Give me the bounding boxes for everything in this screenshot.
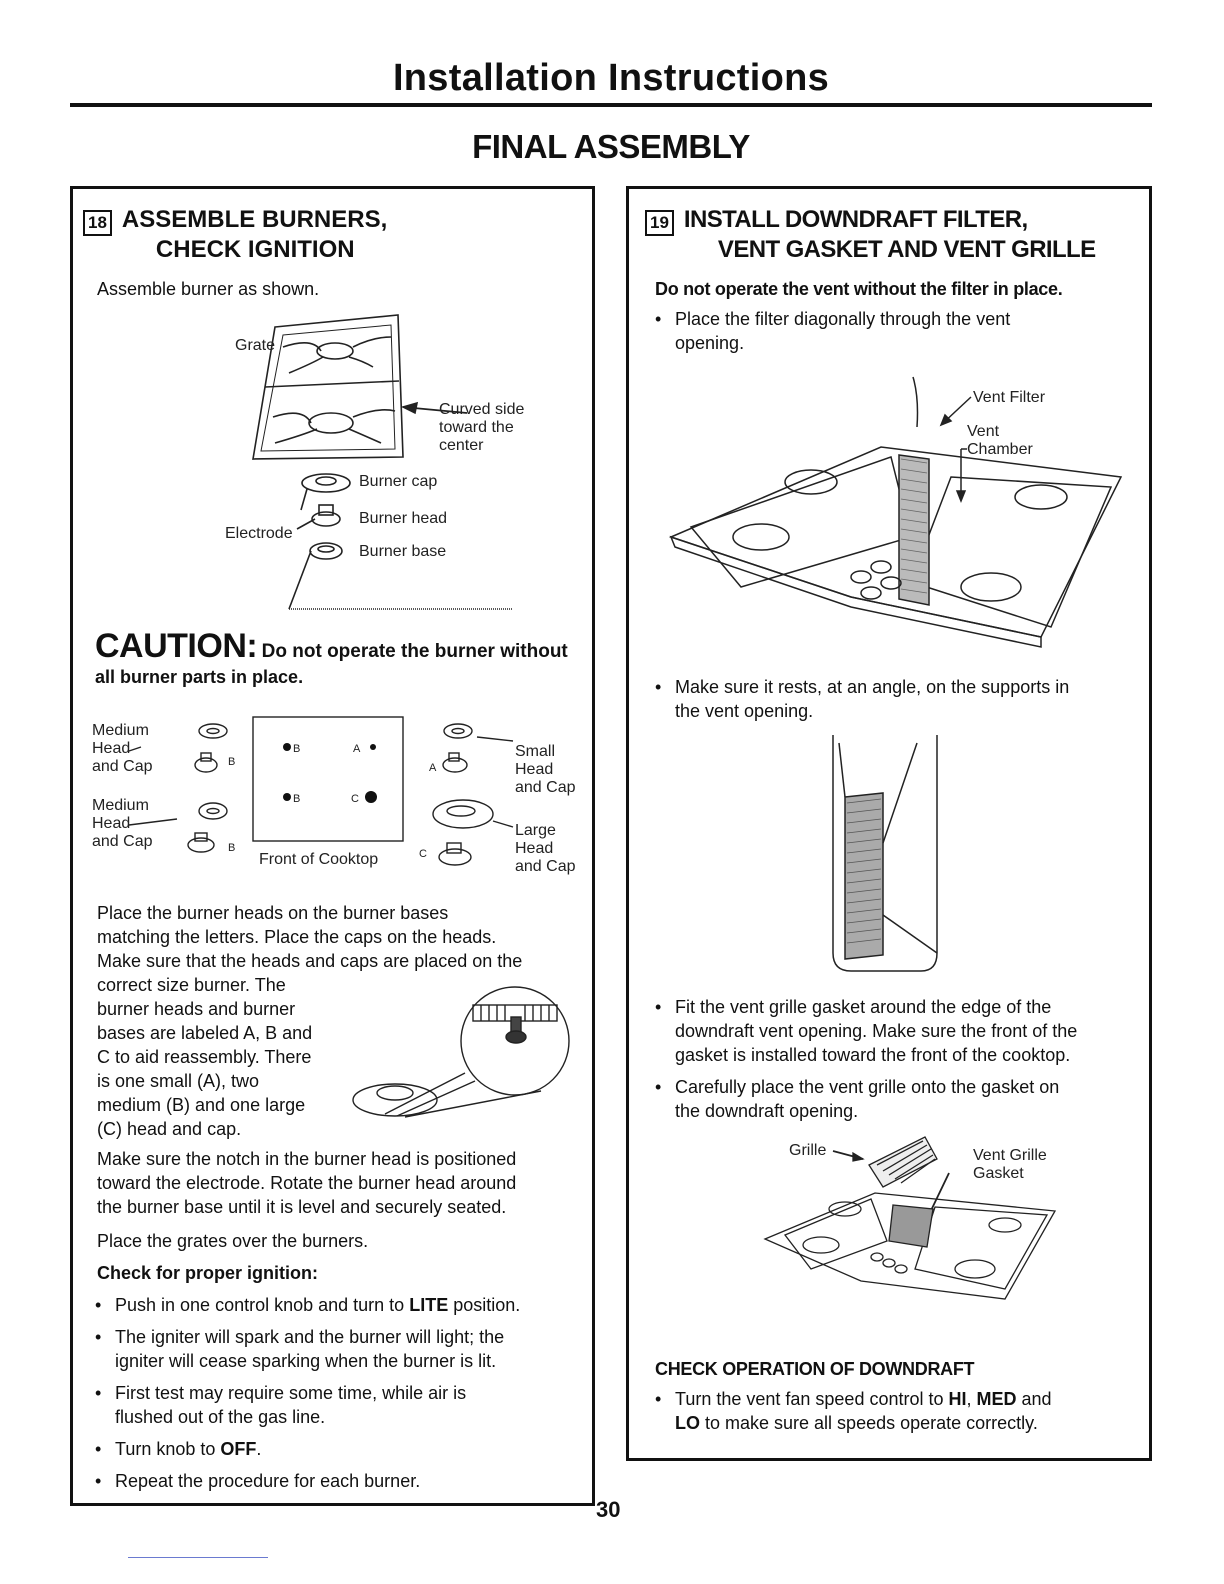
ignition-step-2-line2: igniter will cease sparking when the burner is lit. bbox=[115, 1351, 497, 1371]
label-electrode: Electrode bbox=[225, 525, 293, 542]
label-large-cap: and Cap bbox=[515, 858, 576, 875]
downdraft-separator: , bbox=[966, 1389, 977, 1409]
section-title: FINAL ASSEMBLY bbox=[472, 128, 750, 165]
ignition-step-5-text: Repeat the procedure for each burner. bbox=[115, 1471, 421, 1491]
step-18-header bbox=[83, 205, 387, 265]
caution-text-2: all burner parts in place. bbox=[95, 667, 304, 687]
cooktop-vent-filter-diagram bbox=[661, 367, 1131, 647]
burner-dot-c bbox=[365, 791, 377, 803]
filter-step-1 bbox=[647, 307, 1147, 355]
layout-letter-c: C bbox=[351, 793, 359, 805]
label-vent-filter: Vent Filter bbox=[973, 389, 1046, 406]
para2-line: C to aid reassembly. There bbox=[97, 1047, 312, 1067]
label-vent-grille: Vent Grille bbox=[973, 1147, 1047, 1164]
filter-step-list-1 bbox=[647, 307, 1147, 363]
layout-letter-b2: B bbox=[293, 793, 301, 805]
burner-head-shape bbox=[312, 512, 340, 526]
notch-electrode-diagram bbox=[355, 985, 580, 1145]
right-grate bbox=[911, 477, 1111, 627]
burner-dot-b2 bbox=[283, 793, 291, 801]
check-downdraft-heading: CHECK OPERATION OF DOWNDRAFT bbox=[655, 1359, 975, 1379]
label-medium-2: Medium bbox=[92, 797, 149, 814]
page-header bbox=[70, 52, 1152, 104]
check-ignition-heading: Check for proper ignition: bbox=[97, 1263, 319, 1283]
footer-link-underline bbox=[128, 1557, 268, 1558]
ignition-step-1-end: position. bbox=[448, 1295, 521, 1315]
para3-line: toward the electrode. Rotate the burner head around bbox=[97, 1173, 517, 1193]
instructions-paragraph-1 bbox=[97, 901, 587, 997]
step-19-header bbox=[645, 205, 1096, 265]
caution-text-1: Do not operate the burner without bbox=[261, 641, 568, 662]
label-medium-2-cap: and Cap bbox=[92, 833, 153, 850]
label-letter-b-left1: B bbox=[228, 756, 236, 768]
label-grate: Grate bbox=[235, 337, 276, 354]
label-medium-1-cap: and Cap bbox=[92, 758, 153, 775]
label-letter-a-right: A bbox=[429, 762, 437, 774]
label-medium-1: Medium bbox=[92, 722, 149, 739]
ignition-step-4-end: . bbox=[256, 1439, 262, 1459]
filter-step-1-line1: • Place the filter diagonally through the vent bbox=[675, 309, 1011, 329]
label-burner-head: Burner head bbox=[359, 510, 448, 527]
step-18-title-line2: CHECK IGNITION bbox=[155, 236, 355, 263]
para2-line: medium (B) and one large bbox=[97, 1095, 306, 1115]
ignition-steps-list bbox=[87, 1293, 587, 1501]
para1-line: correct size burner. The bbox=[97, 975, 286, 995]
ignition-step-5 bbox=[87, 1469, 587, 1493]
vent-warning: Do not operate the vent without the filter in place. bbox=[655, 279, 1063, 299]
grille-step-1-line3: gasket is installed toward the front of the cooktop. bbox=[675, 1045, 1071, 1065]
grille-step-2-line2: the downdraft opening. bbox=[675, 1101, 859, 1121]
ignition-step-2 bbox=[87, 1325, 587, 1373]
filter-step-2 bbox=[647, 675, 1147, 723]
grille-step-2 bbox=[647, 1075, 1147, 1123]
filter-step-2-line1: • Make sure it rests, at an angle, on the supports in bbox=[675, 677, 1070, 697]
grille-shape bbox=[869, 1137, 937, 1187]
grille-step-1 bbox=[647, 995, 1147, 1067]
ignition-step-2-line1: • The igniter will spark and the burner will light; the bbox=[115, 1327, 505, 1347]
ignition-step-3-line2: flushed out of the gas line. bbox=[115, 1407, 326, 1427]
step-18-title bbox=[122, 205, 387, 265]
label-vent: Vent bbox=[967, 423, 1000, 440]
caution-notice bbox=[95, 629, 585, 670]
step-19-panel bbox=[626, 186, 1152, 1461]
header-divider bbox=[70, 103, 1152, 107]
para2-line: burner heads and burner bbox=[97, 999, 296, 1019]
para3-line: Make sure the notch in the burner head is positioned bbox=[97, 1149, 517, 1169]
assemble-intro: Assemble burner as shown. bbox=[97, 279, 320, 299]
cooktop-layout-box bbox=[253, 717, 403, 841]
grille-step-1-line1: • Fit the vent grille gasket around the edge of the bbox=[675, 997, 1052, 1017]
step-18-title-line1: ASSEMBLE BURNERS, bbox=[121, 206, 388, 233]
ignition-step-3-line1: • First test may require some time, while air is bbox=[115, 1383, 467, 1403]
grille-step-2-line1: • Carefully place the vent grille onto the gasket on bbox=[675, 1077, 1060, 1097]
page-number: 30 bbox=[596, 1497, 621, 1522]
layout-letter-b1: B bbox=[293, 743, 301, 755]
step-19-title bbox=[684, 205, 1096, 265]
ignition-step-4 bbox=[87, 1437, 587, 1461]
lo-keyword: LO bbox=[675, 1413, 700, 1433]
label-small-head: Head bbox=[515, 761, 554, 778]
ignition-step-3 bbox=[87, 1381, 587, 1429]
label-front-of-cooktop: Front of Cooktop bbox=[259, 851, 379, 868]
para2-line: bases are labeled A, B and bbox=[97, 1023, 313, 1043]
para1-line: Place the burner heads on the burner bases bbox=[97, 903, 449, 923]
label-medium-1-head: Head bbox=[92, 740, 131, 757]
label-curved-side-2: toward the bbox=[439, 419, 514, 436]
para3-line: the burner base until it is level and securely seated. bbox=[97, 1197, 507, 1217]
label-medium-2-head: Head bbox=[92, 815, 131, 832]
para2-line: is one small (A), two bbox=[97, 1071, 260, 1091]
label-large: Large bbox=[515, 822, 556, 839]
instructions-paragraph-3 bbox=[97, 1147, 587, 1219]
downdraft-check-text: Turn the vent fan speed control to bbox=[675, 1389, 949, 1409]
instructions-paragraph-4: Place the grates over the burners. bbox=[97, 1231, 369, 1251]
label-gasket: Gasket bbox=[973, 1165, 1024, 1182]
ignition-step-4-text: Turn knob to bbox=[115, 1439, 221, 1459]
para1-line: Make sure that the heads and caps are placed on the bbox=[97, 951, 523, 971]
left-grate bbox=[691, 457, 911, 587]
step-19-number: 19 bbox=[645, 210, 674, 236]
label-grille: Grille bbox=[789, 1142, 827, 1159]
downdraft-check-end: to make sure all speeds operate correctly. bbox=[700, 1413, 1038, 1433]
downdraft-check-list bbox=[647, 1387, 1147, 1443]
label-curved-side-3: center bbox=[439, 437, 484, 454]
vent-chamber-section-diagram bbox=[825, 733, 945, 973]
downdraft-check-line1 bbox=[675, 1387, 1147, 1411]
label-small-cap: and Cap bbox=[515, 779, 576, 796]
downdraft-and: and bbox=[1016, 1389, 1052, 1409]
label-curved-side-1: Curved side bbox=[439, 401, 525, 418]
ignition-step-1-text: Push in one control knob and turn to bbox=[115, 1295, 410, 1315]
label-letter-b-left2: B bbox=[228, 842, 236, 854]
hi-keyword: HI bbox=[948, 1389, 967, 1409]
page-title: Installation Instructions bbox=[392, 57, 830, 99]
downdraft-check-step bbox=[647, 1387, 1147, 1435]
step-19-title-line1: INSTALL DOWNDRAFT FILTER, bbox=[683, 206, 1028, 233]
label-burner-base: Burner base bbox=[359, 543, 447, 560]
para1-line: matching the letters. Place the caps on the heads. bbox=[97, 927, 497, 947]
burner-dot-b1 bbox=[283, 743, 291, 751]
label-burner-cap: Burner cap bbox=[359, 473, 438, 490]
filter-step-1-line2: opening. bbox=[675, 333, 745, 353]
burner-dot-a bbox=[370, 744, 376, 750]
label-chamber: Chamber bbox=[967, 441, 1033, 458]
layout-letter-a: A bbox=[353, 743, 361, 755]
lite-keyword: LITE bbox=[409, 1295, 449, 1315]
label-letter-c-right: C bbox=[419, 848, 427, 860]
label-large-head: Head bbox=[515, 840, 554, 857]
filter-step-2-line2: the vent opening. bbox=[675, 701, 814, 721]
ignition-step-1 bbox=[87, 1293, 587, 1317]
downdraft-check-line2 bbox=[675, 1411, 1147, 1435]
step-18-number: 18 bbox=[83, 210, 112, 236]
step-18-panel bbox=[70, 186, 595, 1506]
caution-word: CAUTION: bbox=[95, 627, 258, 665]
label-small: Small bbox=[515, 743, 556, 760]
filter-step-list-2 bbox=[647, 675, 1147, 731]
grille-step-list bbox=[647, 995, 1147, 1131]
step-19-title-line2: VENT GASKET AND VENT GRILLE bbox=[717, 236, 1096, 263]
med-keyword: MED bbox=[976, 1389, 1017, 1409]
grille-step-1-line2: downdraft vent opening. Make sure the front of the bbox=[675, 1021, 1078, 1041]
off-keyword: OFF bbox=[220, 1439, 257, 1459]
para2-line: (C) head and cap. bbox=[97, 1119, 242, 1139]
instructions-paragraph-2 bbox=[97, 997, 367, 1141]
